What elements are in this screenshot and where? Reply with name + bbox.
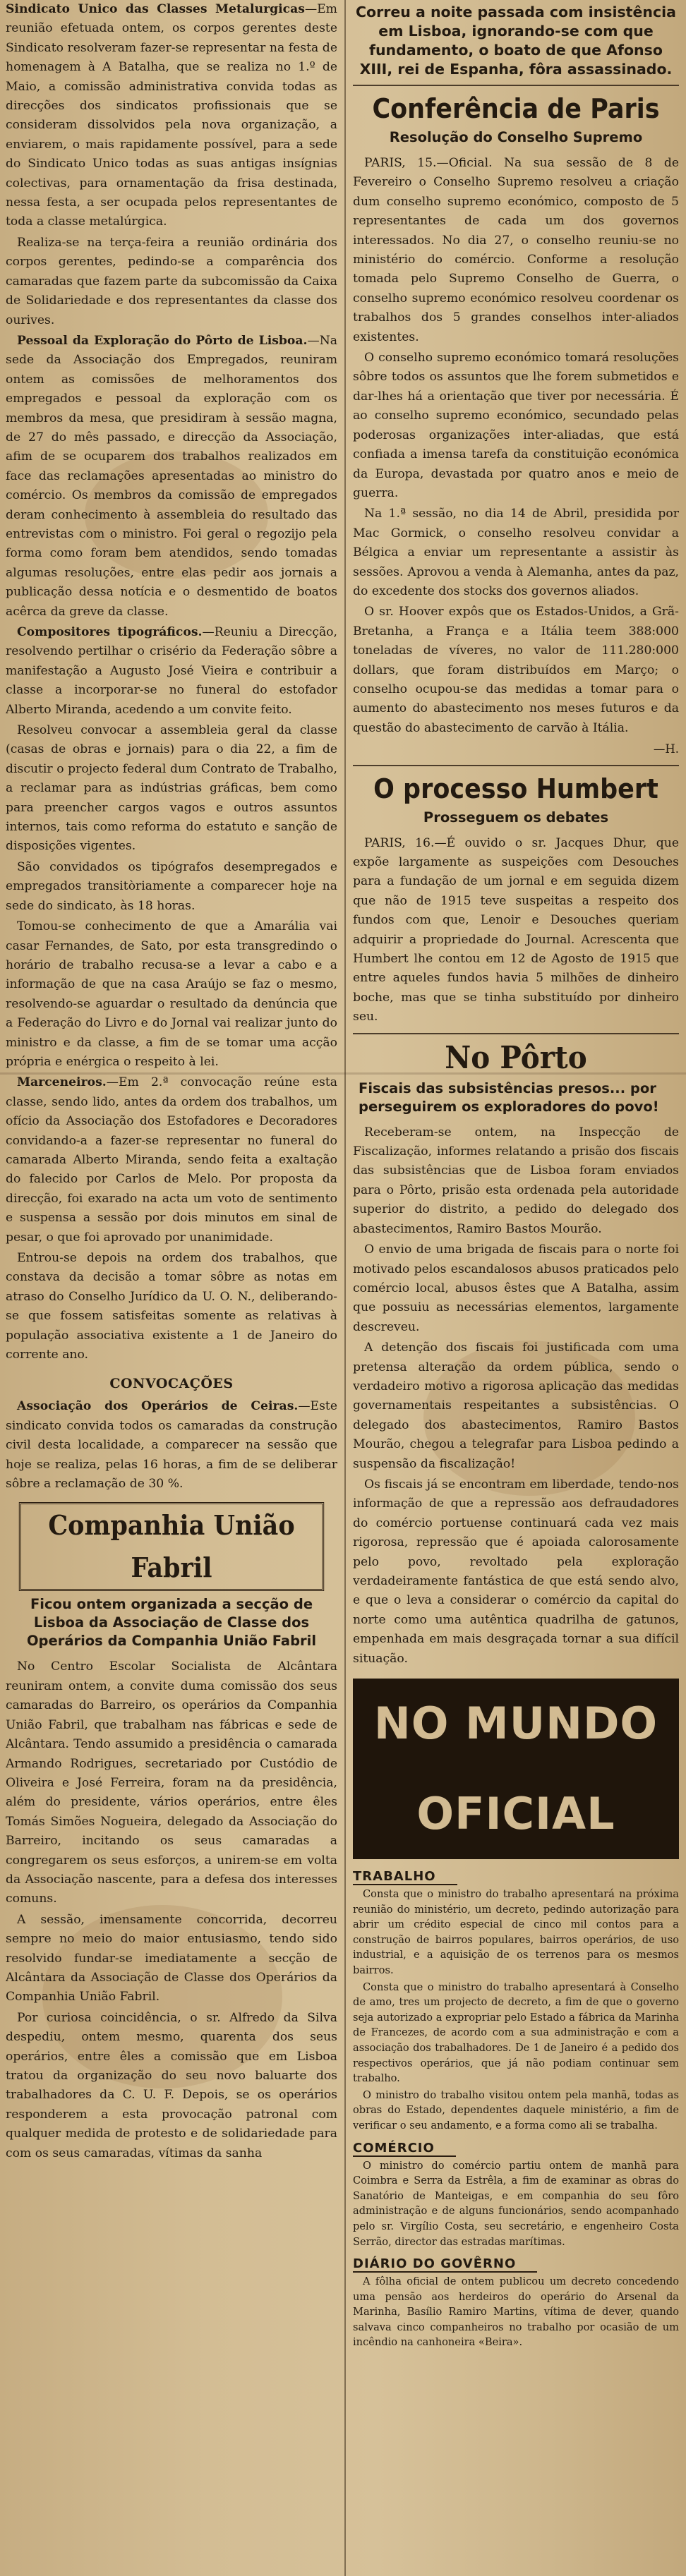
article-paragraph: O conselho supremo económico tomará resoluções sôbre todos os assuntos que lhe forem submetidos e dar-lhes há a orientação que tiver por necessária. É ao conselho supremo económico, secundado pelas poderosas organizações inter-aliadas, que está confiada a imensa tarefa da constituição económica da Europa, devastada por quatro anos e meio de guerra. (353, 351, 679, 500)
section-rule (353, 85, 679, 86)
metalurgicas-heading: Sindicato Unico das Classes Metalurgicas (6, 2, 305, 16)
porto-lisboa-heading: Pessoal da Exploração do Pôrto de Lisboa. (17, 333, 308, 348)
section-rule (353, 765, 679, 766)
article-paragraph: São convidados os tipógrafos desempregados e empregados transitòriamente a comparecer hoje na sede do sindicato, às 18 horas. (6, 859, 337, 913)
article-paragraph: Os fiscais já se encontram em liberdade, tendo-nos informação de que a repressão aos defraudadores do comércio portuense continuará cada vez mais rigorosa, repressão que é apoiada calorosamente pelo povo, revoltado pela exploração verdadeiramente fantástica de que está sendo alvo, e que o leva a considerar o comércio da capital do norte como uma autêntica quadrilha de gatunos, empenhada em mais desgraçada tornar a sua difícil situação. (353, 1477, 679, 1666)
article-paragraph: O envio de uma brigada de fiscais para o norte foi motivado pelos escandalosos abusos praticados pelo comércio local, abusos êstes que A Batalha, assim que possuiu as necessárias elementos, largamente descreveu. (353, 1242, 679, 1334)
porto-lisboa-paragraph (6, 332, 337, 622)
ceiras-text: —Este sindicato convida todos os camaradas da construção civil desta localidade, a comparecer na sessão que hoje se realiza, pelas 16 horas, a fim de se deliberar sôbre a reclamação de 30 %. (6, 1399, 337, 1492)
rumor-headline: Correu a noite passada com insistência em Lisboa, ignorando-se com que fundamento, o boato de que Afonso XIII, rei de Espanha, fôra assassinado. (356, 4, 676, 78)
article-paragraph: O ministro do trabalho visitou ontem pela manhã, todas as obras do Estado, dependentes daquele ministério, a fim de verificar o seu andamento, e a forma como ali se trabalha. (353, 2088, 679, 2131)
compositores-paragraph (6, 623, 337, 720)
convocacoes-heading: CONVOCAÇÕES (109, 1376, 234, 1392)
comercio-heading: COMÉRCIO (353, 2141, 456, 2157)
uniao-fabril-deck: Ficou ontem organizada a secção de Lisboa da Associação de Classe dos Operários da Companhia União Fabril (26, 1596, 317, 1650)
conferencia-deck: Resolução do Conselho Supremo (389, 129, 643, 145)
compositores-text: —Reuniu a Direcção, resolvendo pertilhar o crisério da Federação sôbre a manifestação a Augusto José Vieira e contribuir a classe a incorporar-se no funeral do estofador Alberto Miranda, acedendo a um convite feito. (6, 625, 337, 717)
article-paragraph: Na 1.ª sessão, no dia 14 de Abril, presidida por Mac Gormick, o conselho resolveu convidar a Bélgica a enviar um representante a assistir às sessões. Aprovou a venda à Alemanha, antes da paz, do excedente dos stocks dos governos aliados. (353, 507, 679, 598)
article-paragraph: PARIS, 15.—Oficial. Na sua sessão de 8 de Fevereiro o Conselho Supremo resolveu a criação dum conselho supremo económico, composto de 5 representantes de cada um dos governos interessados. No dia 27, o conselho reuniu-se no ministério do comércio. Conforme a resolução tomada pelo Supremo Conselho de Guerra, o conselho supremo económico resolveu coordenar os trabalhos dos 5 grandes conselhos inter-aliados existentes. (353, 156, 679, 344)
article-paragraph: Resolveu convocar a assembleia geral da classe (casas de obras e jornais) para o dia 22, a fim de discutir o projecto federal dum Contrato de Trabalho, a reclamar para as indústrias gráficas, bem como para preencher cargos vagos e outros assuntos internos, tais como reforma do estatuto e sanção de disposições vigentes. (6, 723, 337, 854)
article-paragraph: PARIS, 16.—É ouvido o sr. Jacques Dhur, que expõe largamente as suspeições com Desouches para a fundação de um jornal e em seguida dizem que não de 1915 teve suspeitas a respeito dos fundos com que, Lenoir e Desouches queriam adquirir a propriedade do Journal. Acrescenta que Humbert lhe contou em 12 de Agosto de 1915 que entre aqueles fundos havia 5 milhões de dinheiro boche, mas que se tinha substituído por dinheiro seu. (353, 835, 679, 1024)
section-rule (353, 1033, 679, 1034)
marceneiros-heading: Marceneiros. (17, 1075, 107, 1090)
humbert-deck: Prosseguem os debates (423, 809, 609, 826)
humbert-title: O processo Humbert (373, 773, 658, 804)
metalurgicas-paragraph (6, 0, 337, 232)
uniao-fabril-title: Companhia União Fabril (19, 1502, 324, 1591)
ceiras-heading: Associação dos Operários de Ceiras. (17, 1399, 299, 1414)
article-paragraph: Consta que o ministro do trabalho apresentará à Conselho de amo, tres um projecto de decreto, a fim de que o governo seja autorizado a expropriar pelo Estado a fábrica da Marinha de Francezes, de acordo com a sua administração e com a associação dos trabalhadores. De 1 de Janeiro é a pedido dos respectivos operários, que já não podiam continuar sem trabalho. (353, 1981, 679, 2085)
compositores-heading: Compositores tipográficos. (17, 625, 203, 639)
mundo-oficial-banner: NO MUNDO OFICIAL (353, 1679, 679, 1859)
ceiras-paragraph (6, 1397, 337, 1494)
article-paragraph: Realiza-se na terça-feira a reunião ordinária dos corpos gerentes, pedindo-se a comparência dos camaradas que fazem parte da subcomissão da Caixa de Solidariedade e dos representantes da classe dos ourives. (6, 235, 337, 327)
right-column (353, 0, 679, 2576)
marceneiros-paragraph (6, 1073, 337, 1247)
article-paragraph: Por curiosa coincidência, o sr. Alfredo da Silva despediu, ontem mesmo, quarenta dos seus operários, entre êles a comissão que em Lisboa tratou da organização do seu novo baluarte dos trabalhadores da C. U. F. Depois, se os operários responderem a esta provocação patronal com qualquer medida de protesto e de solidariedade para com os seus camaradas, vítimas da sanha (6, 2010, 337, 2160)
article-paragraph: A detenção dos fiscais foi justificada com uma pretensa alteração da ordem pública, sendo o verdadeiro motivo a rigorosa aplicação das medidas governamentais respeitantes a subsistências. O delegado dos abastecimentos, Ramiro Bastos Mourão, chegou a telegrafar para Lisboa pedindo a suspensão da fiscalização! (353, 1341, 679, 1471)
column-divider (344, 0, 346, 2576)
left-column (6, 0, 337, 2576)
article-paragraph: Receberam-se ontem, na Inspecção de Fiscalização, informes relatando a prisão dos fiscais das subsistências que de Lisboa foram enviados para o Pôrto, prisão esta ordenada pela autoridade superior do distrito, a pedido do delegado dos abastecimentos, Ramiro Bastos Mourão. (353, 1125, 679, 1236)
conferencia-title: Conferência de Paris (372, 93, 660, 124)
article-paragraph: O sr. Hoover expôs que os Estados-Unidos, a Grã-Bretanha, a França e a Itália teem 388:000 toneladas de víveres, no valor de 111.280:000 dollars, que foram distribuídos em Março; o conselho ocupou-se das medidas a tomar para o aumento do abastecimento nos meses futuros e da questão do abastecimento de carvão à Itália. (353, 605, 679, 735)
marceneiros-text: —Em 2.ª convocação reúne esta classe, sendo lido, antes da ordem dos trabalhos, um ofício da Associação dos Estofadores e Decoradores convidando-a a fazer-se representar no funeral do camarada Alberto Miranda, sendo feita a exaltação do falecido por Carlos de Melo. Por proposta da direcção, foi exarado na acta um voto de sentimento e suspensa a sessão por dois minutos em sinal de pesar, o que foi aprovado por unanimidade. (6, 1075, 337, 1245)
diario-governo-heading: DIÁRIO DO GOVÊRNO (353, 2256, 537, 2273)
article-paragraph: A sessão, imensamente concorrida, decorreu sempre no meio do maior entusiasmo, tendo sido resolvido fundar-se imediatamente a secção de Alcântara da Associação de Classe dos Operários da Companhia União Fabril. (6, 1912, 337, 2004)
article-paragraph: O ministro do comércio partiu ontem de manhã para Coimbra e Serra da Estrêla, a fim de examinar as obras do Sanatório de Manteigas, e em companhia do seu fôro administração e de alguns funcionários, sendo acompanhado pelo sr. Virgílio Costa, seu secretário, e engenheiro Costa Serrão, director das estradas marítimas. (353, 2159, 679, 2248)
metalurgicas-text: —Em reunião efetuada ontem, os corpos gerentes deste Sindicato resolveram fazer-se representar na festa de homenagem à A Batalha, que se realiza no 1.º de Maio, a comissão administrativa convida todas as direcções dos sindicatos profissionais que se consideram dissolvidos pela nova organização, a enviarem, o mais rapidamente possível, para a sede do Sindicato Unico todas as suas antigas insígnias colectivas, para ornamentação da frisa destinada, nessa festa, a ser ocupada pelos representantes de toda a classe metalúrgica. (6, 2, 337, 229)
article-paragraph: Consta que o ministro do trabalho apresentará na próxima reunião do ministério, um decreto, pedindo autorização para abrir um crédito especial de cinco mil contos para a construção de bairros populares, bairros operários, de uso industrial, e a aquisição de os terrenos para os mesmos bairros. (353, 1888, 679, 1976)
porto-deck: Fiscais das subsistências presos... por perseguirem os exploradores do povo! (359, 1080, 659, 1115)
article-paragraph: No Centro Escolar Socialista de Alcântara reuniram ontem, a convite duma comissão dos seus camaradas do Barreiro, os operários da Companhia União Fabril, que trabalham nas fábricas e sede de Alcântara. Tendo assumido a presidência o camarada Armando Rodrigues, secretariado por Custódio de Oliveira e José Ferreira, foram na da presidência, além do presidente, vários operários, entre êles Tomás Simões Nogueira, delegado da Associação do Barreiro, incitando os seus camaradas a congregarem os seus esforços, a unirem-se em volta da Associação nascente, para a defesa dos interesses comuns. (6, 1659, 337, 1906)
article-paragraph: Entrou-se depois na ordem dos trabalhos, que constava da decisão a tomar sôbre as notas em atraso do Conselho Jurídico da U. O. N., deliberando-se que fossem satisfeitas somente as relativas à população associativa existente a 1 de Janeiro do corrente ano. (6, 1251, 337, 1362)
article-paragraph: A fôlha oficial de ontem publicou um decreto concedendo uma pensão aos herdeiros do operário do Arsenal da Marinha, Basílio Ramiro Martins, vítima de dever, quando salvava cinco companheiros no trabalho por ocasião de um incêndio na canhoneira «Beira». (353, 2275, 679, 2349)
porto-lisboa-text: —Na sede da Associação dos Empregados, reuniram ontem as comissões de melhoramentos dos empregados e pessoal da exploração com os membros da mesa, que presidiram à sessão magna, de 27 do mês passado, e direcção da Associação, afim de se ocuparem dos trabalhos realizados em face das reclamações apresentadas ao ministro do comércio. Os membros da comissão de empregados deram conhecimento à assembleia do resultado das entrevistas com o ministro. Foi geral o regozijo pela forma como foram bem atendidos, sendo tomadas algumas resoluções, entre elas pedir aos jornais a publicação dessa notícia e o desmentido de boatos acêrca da greve da classe. (6, 333, 337, 619)
article-signature: —H. (653, 742, 679, 756)
article-paragraph: Tomou-se conhecimento de que a Amarália vai casar Fernandes, de Sato, por esta transgredindo o horário de trabalho recusa-se a levar a cabo e a informação de que na casa Araújo se faz o mesmo, resolvendo-se aguardar o resultado da denúncia que a Federação do Livro e do Jornal vai realizar junto do ministro e da classe, a fim de se tomar uma acção própria e enérgica o respeito à lei. (6, 919, 337, 1069)
porto-title: No Pôrto (445, 1039, 587, 1076)
trabalho-heading: TRABALHO (353, 1869, 457, 1885)
